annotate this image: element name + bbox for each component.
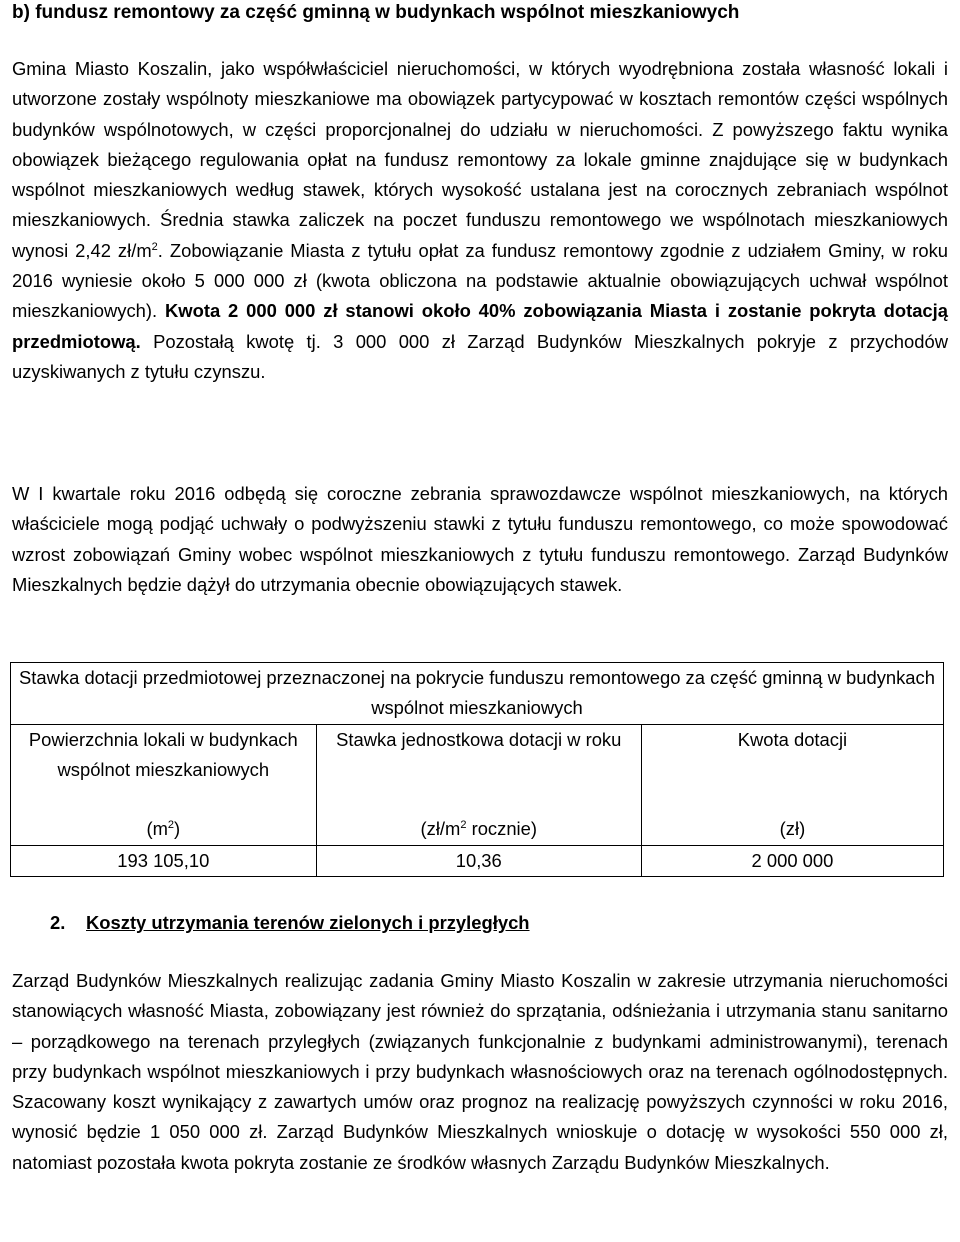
section-heading-b: b) fundusz remontowy za część gminną w budynkach wspólnot mieszkaniowych <box>12 2 740 23</box>
header-unit <box>11 814 316 844</box>
cell-area-value: 193 105,10 <box>11 845 317 876</box>
section-number: 2. <box>50 912 66 933</box>
table-header-area <box>11 724 317 845</box>
subsidy-table-container <box>10 662 944 877</box>
paragraph-text: Gmina Miasto Koszalin, jako współwłaściciel nieruchomości, w których wyodrębniona została własność lokali i utworzone zostały wspólnoty mieszkaniowe ma obowiązek partycypować w kosztach remontów części wspólnych budynków wspólnotowych, w części proporcjonalnej do udziału w nieruchomości. Z powyższego faktu wynika obowiązek bieżącego regulowania opłat na fundusz remontowy za lokale gminne znajdujące się w budynkach wspólnot mieszkaniowych według stawek, których wysokość ustalana jest na corocznych zebraniach wspólnot mieszkaniowych. Średnia stawka zaliczek na poczet funduszu remontowego we wspólnotach mieszkaniowych wynosi 2,42 zł/m <box>12 58 948 261</box>
section-heading-2 <box>50 908 530 938</box>
table-title-row <box>11 663 944 725</box>
bold-statement: Kwota 2 000 000 zł stanowi około 40% zobowiązania Miasta i zostanie pokryta dotacją przedmiotową. <box>12 300 948 352</box>
section-title: Koszty utrzymania terenów zielonych i przyległych <box>86 912 530 933</box>
header-label: Powierzchnia lokali w budynkach wspólnot mieszkaniowych <box>28 728 298 780</box>
unit-text-end: ) <box>174 818 181 840</box>
cell-amount-value: 2 000 000 <box>641 845 943 876</box>
unit-text: (zł/m <box>420 818 461 840</box>
table-header-row <box>11 724 944 845</box>
cell-rate-value: 10,36 <box>316 845 641 876</box>
superscript: 2 <box>151 240 158 253</box>
table-title: Stawka dotacji przedmiotowej przeznaczonej na pokrycie funduszu remontowego za część gminną w budynkach wspólnot mieszkaniowych <box>11 663 944 725</box>
table-header-rate <box>316 724 641 845</box>
unit-sup: 2 <box>167 819 175 832</box>
subsidy-rate-table <box>10 662 944 877</box>
paragraph-tereny-zielone: Zarząd Budynków Mieszkalnych realizując zadania Gminy Miasto Koszalin w zakresie utrzymania nieruchomości stanowiących własność Miasta, zobowiązany jest również do sprzątania, odśnieżania i utrzymania stanu sanitarno – porządkowego na terenach przyległych (związanych funkcjonalnie z budynkami administrowanymi), terenach przy budynkach wspólnot mieszkaniowych i przy budynkach własnościowych oraz na terenach ogólnodostępnych. Szacowany koszt wynikający z zawartych umów oraz prognoz na realizację powyższych czynności w roku 2016, wynosić będzie 1 050 000 zł. Zarząd Budynków Mieszkalnych wnioskuje o dotację w wysokości 550 000 zł, natomiast pozostała kwota pokryta zostanie ze środków własnych Zarządu Budynków Mieszkalnych. <box>12 970 948 1173</box>
header-unit: (zł) <box>779 818 806 840</box>
unit-text-end: rocznie) <box>466 818 537 840</box>
unit-sup: 2 <box>460 819 467 832</box>
paragraph-text: . Zobowiązanie Miasta z tytułu opłat za fundusz remontowy zgodnie z udziałem Gminy, w roku 2016 wyniesie około 5 000 000 zł (kwota obliczona na podstawie aktualnie obowiązujących uchwał wspólnot mieszkaniowych). <box>12 239 949 322</box>
header-unit <box>317 814 641 844</box>
table-header-amount <box>641 724 943 845</box>
header-label: Kwota dotacji <box>737 728 848 750</box>
paragraph-text: Pozostałą kwotę tj. 3 000 000 zł Zarząd Budynków Mieszkalnych pokryje z przychodów uzyskiwanych z tytułu czynszu. <box>12 330 948 382</box>
table-row <box>11 845 944 876</box>
header-label: Stawka jednostkowa dotacji w roku <box>336 728 622 750</box>
unit-text: (m <box>146 818 168 840</box>
paragraph-fundusz-remontowy <box>12 54 948 387</box>
paragraph-zebrania: W I kwartale roku 2016 odbędą się coroczne zebrania sprawozdawcze wspólnot mieszkaniowych, na których właściciele mogą podjąć uchwały o podwyższeniu stawki z tytułu funduszu remontowego, co może spowodować wzrost zobowiązań Gminy wobec wspólnot mieszkaniowych z tytułu funduszu remontowego. Zarząd Budynków Mieszkalnych będzie dążył do utrzymania obecnie obowiązujących stawek. <box>12 483 948 595</box>
